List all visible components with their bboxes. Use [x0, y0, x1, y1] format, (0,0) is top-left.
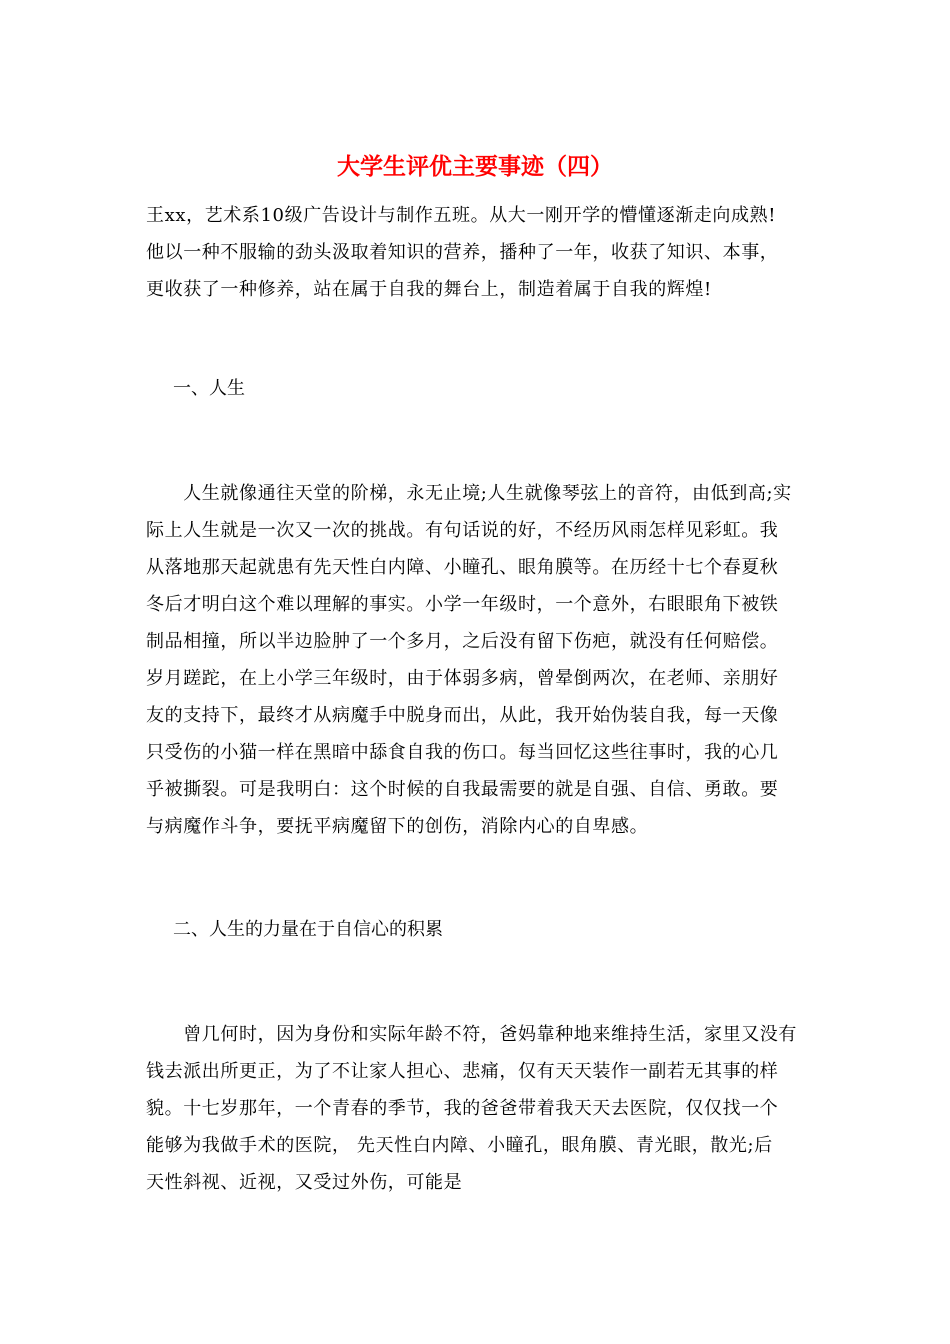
- paragraph-line: 曾几何时，因为身份和实际年龄不符，爸妈靠种地来维持生活，家里又没有: [146, 1024, 797, 1045]
- intro-line: 王xx，艺术系10级广告设计与制作五班。从大一刚开学的懵懂逐渐走向成熟!: [146, 205, 777, 226]
- paragraph-line: 天性斜视、近视，又受过外伤，可能是: [146, 1172, 463, 1193]
- paragraph-line: 际上人生就是一次又一次的挑战。有句话说的好，不经历风雨怎样见彩虹。我: [146, 520, 779, 541]
- document-title: 大学生评优主要事迹（四）: [337, 153, 613, 180]
- intro-paragraph: [146, 197, 806, 308]
- paragraph-line: 乎被撕裂。可是我明白：这个时候的自我最需要的就是自强、自信、勇敢。要: [146, 779, 779, 800]
- paragraph-line: 冬后才明白这个难以理解的事实。小学一年级时，一个意外，右眼眼角下被铁: [146, 594, 779, 615]
- paragraph-line: 友的支持下，最终才从病魔手中脱身而出，从此，我开始伪装自我，每一天像: [146, 705, 779, 726]
- paragraph-line: 只受伤的小猫一样在黑暗中舔食自我的伤口。每当回忆这些往事时，我的心几: [146, 742, 779, 763]
- paragraph-line: 制品相撞，所以半边脸肿了一个多月，之后没有留下伤疤，就没有任何赔偿。: [146, 631, 779, 652]
- section-heading-confidence: 二、人生的力量在于自信心的积累: [173, 919, 443, 940]
- paragraph-line: 能够为我做手术的医院， 先天性白内障、小瞳孔，眼角膜、青光眼，散光;后: [146, 1135, 773, 1156]
- paragraph-line: 从落地那天起就患有先天性白内障、小瞳孔、眼角膜等。在历经十七个春夏秋: [146, 557, 779, 578]
- paragraph-line: 貌。十七岁那年，一个青春的季节，我的爸爸带着我天天去医院，仅仅找一个: [146, 1098, 779, 1119]
- section2-paragraph: [146, 1016, 806, 1201]
- paragraph-line: 岁月蹉跎，在上小学三年级时，由于体弱多病，曾晕倒两次，在老师、亲朋好: [146, 668, 779, 689]
- section-heading-life: 一、人生: [173, 378, 245, 399]
- paragraph-line: 与病魔作斗争，要抚平病魔留下的创伤，消除内心的自卑感。: [146, 816, 649, 837]
- intro-line: 他以一种不服输的劲头汲取着知识的营养，播种了一年，收获了知识、本事，: [146, 242, 779, 263]
- paragraph-line: 人生就像通往天堂的阶梯，永无止境;人生就像琴弦上的音符，由低到高;实: [146, 483, 792, 504]
- paragraph-line: 钱去派出所更正，为了不让家人担心、悲痛，仅有天天装作一副若无其事的样: [146, 1061, 779, 1082]
- intro-line: 更收获了一种修养，站在属于自我的舞台上，制造着属于自我的辉煌!: [146, 279, 712, 300]
- section1-paragraph: [146, 475, 806, 845]
